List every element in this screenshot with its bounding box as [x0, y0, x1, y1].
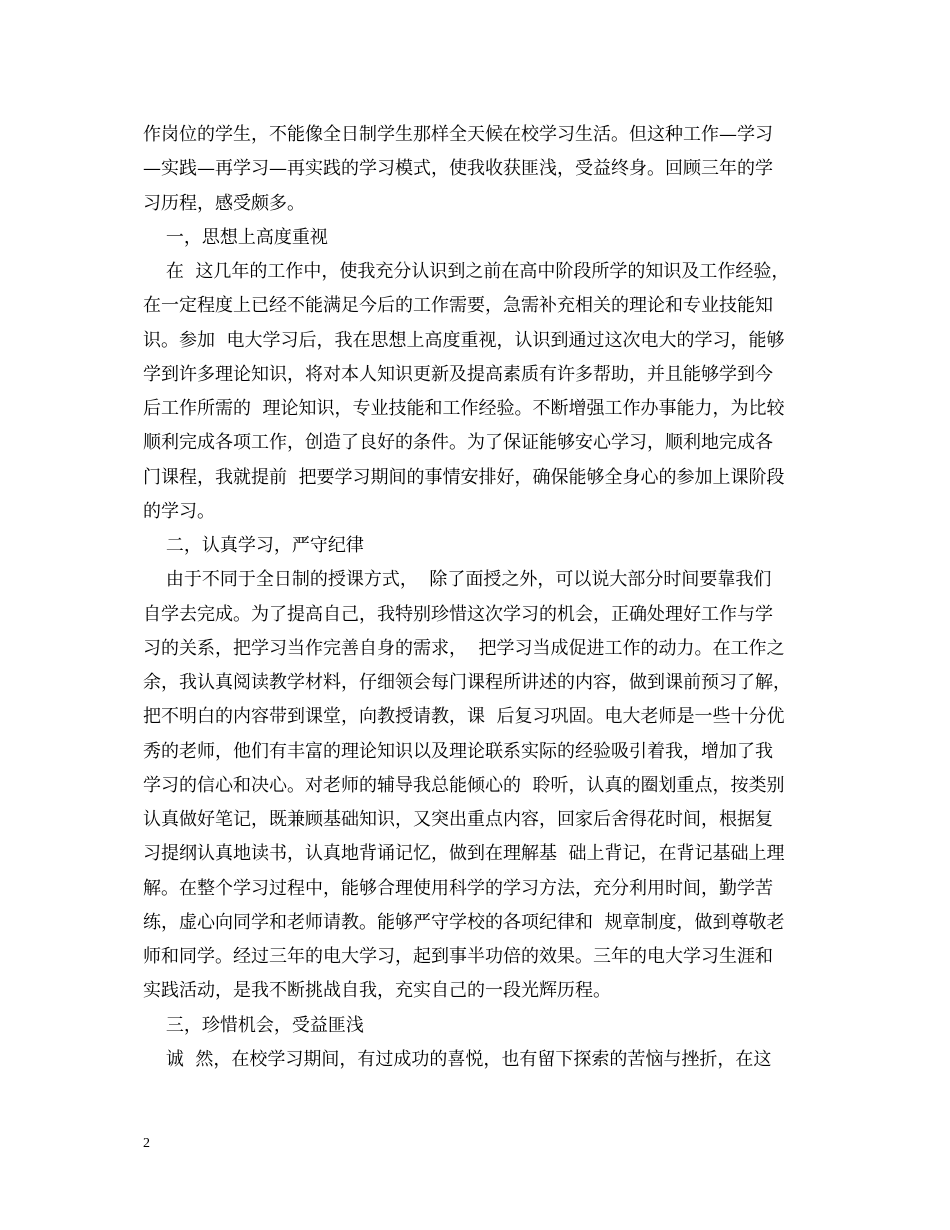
- section-heading: 二，认真学习，严守纪律: [143, 535, 364, 556]
- text-line: 由于不同于全日制的授课方式， 除了面授之外，可以说大部分时间要靠我们: [143, 569, 772, 591]
- text-line: 习提纲认真地读书，认真地背诵记忆，做到在理解基 础上背记，在背记基础上理: [143, 843, 785, 865]
- text-line: 余，我认真阅读教学材料，仔细领会每门课程所讲述的内容，做到课前预习了解，: [143, 672, 791, 693]
- text-line: 诚 然，在校学习期间，有过成功的喜悦，也有留下探索的苦恼与挫折，在这: [143, 1048, 772, 1070]
- page-number: 2: [143, 1136, 150, 1151]
- text-line: 自学去完成。为了提高自己，我特别珍惜这次学习的机会，正确处理好工作与学: [143, 603, 773, 625]
- text-line: 识。参加 电大学习后，我在思想上高度重视，认识到通过这次电大的学习，能够: [143, 329, 785, 351]
- section-heading: 一，思想上高度重视: [143, 226, 328, 248]
- text-line: 学到许多理论知识，将对本人知识更新及提高素质有许多帮助，并且能够学到今: [143, 363, 773, 385]
- text-line: 习历程，感受颇多。: [143, 192, 305, 214]
- text-line: 后工作所需的 理论知识，专业技能和工作经验。不断增强工作办事能力，为比较: [143, 398, 785, 419]
- section-heading: 三，珍惜机会，受益匪浅: [143, 1014, 364, 1036]
- text-line: 解。在整个学习过程中，能够合理使用科学的学习方法，充分利用时间，勤学苦: [143, 877, 773, 899]
- text-line: —实践—再学习—再实践的学习模式，使我收获匪浅，受益终身。回顾三年的学: [143, 158, 773, 180]
- text-line: 门课程，我就提前 把要学习期间的事情安排好，确保能够全身心的参加上课阶段: [143, 466, 785, 488]
- text-line: 师和同学。经过三年的电大学习，起到事半功倍的效果。三年的电大学习生涯和: [143, 946, 773, 967]
- text-line: 秀的老师，他们有丰富的理论知识以及理论联系实际的经验吸引着我，增加了我: [143, 740, 773, 762]
- text-line: 习的关系，把学习当作完善自身的需求， 把学习当成促进工作的动力。在工作之: [143, 637, 785, 659]
- text-line: 认真做好笔记，既兼顾基础知识，又突出重点内容，回家后舍得花时间，根据复: [143, 809, 773, 830]
- text-line: 在一定程度上已经不能满足今后的工作需要，急需补充相关的理论和专业技能知: [143, 295, 773, 317]
- text-line: 的学习。: [143, 500, 215, 522]
- text-line: 实践活动，是我不断挑战自我，充实自己的一段光辉历程。: [143, 980, 611, 1002]
- text-line: 学习的信心和决心。对老师的辅导我总能倾心的 聆听，认真的圈划重点，按类别: [143, 774, 785, 796]
- text-line: 顺利完成各项工作，创造了良好的条件。为了保证能够安心学习，顺利地完成各: [143, 432, 773, 454]
- text-line: 把不明白的内容带到课堂，向教授请教，课 后复习巩固。电大老师是一些十分优: [143, 706, 785, 728]
- text-line: 在 这几年的工作中，使我充分认识到之前在高中阶段所学的知识及工作经验，: [143, 261, 790, 282]
- text-line: 作岗位的学生，不能像全日制学生那样全天候在校学习生活。但这种工作—学习: [143, 124, 773, 145]
- body-text: [143, 118, 823, 1077]
- text-line: 练，虚心向同学和老师请教。能够严守学校的各项纪律和 规章制度，做到尊敬老: [143, 911, 785, 933]
